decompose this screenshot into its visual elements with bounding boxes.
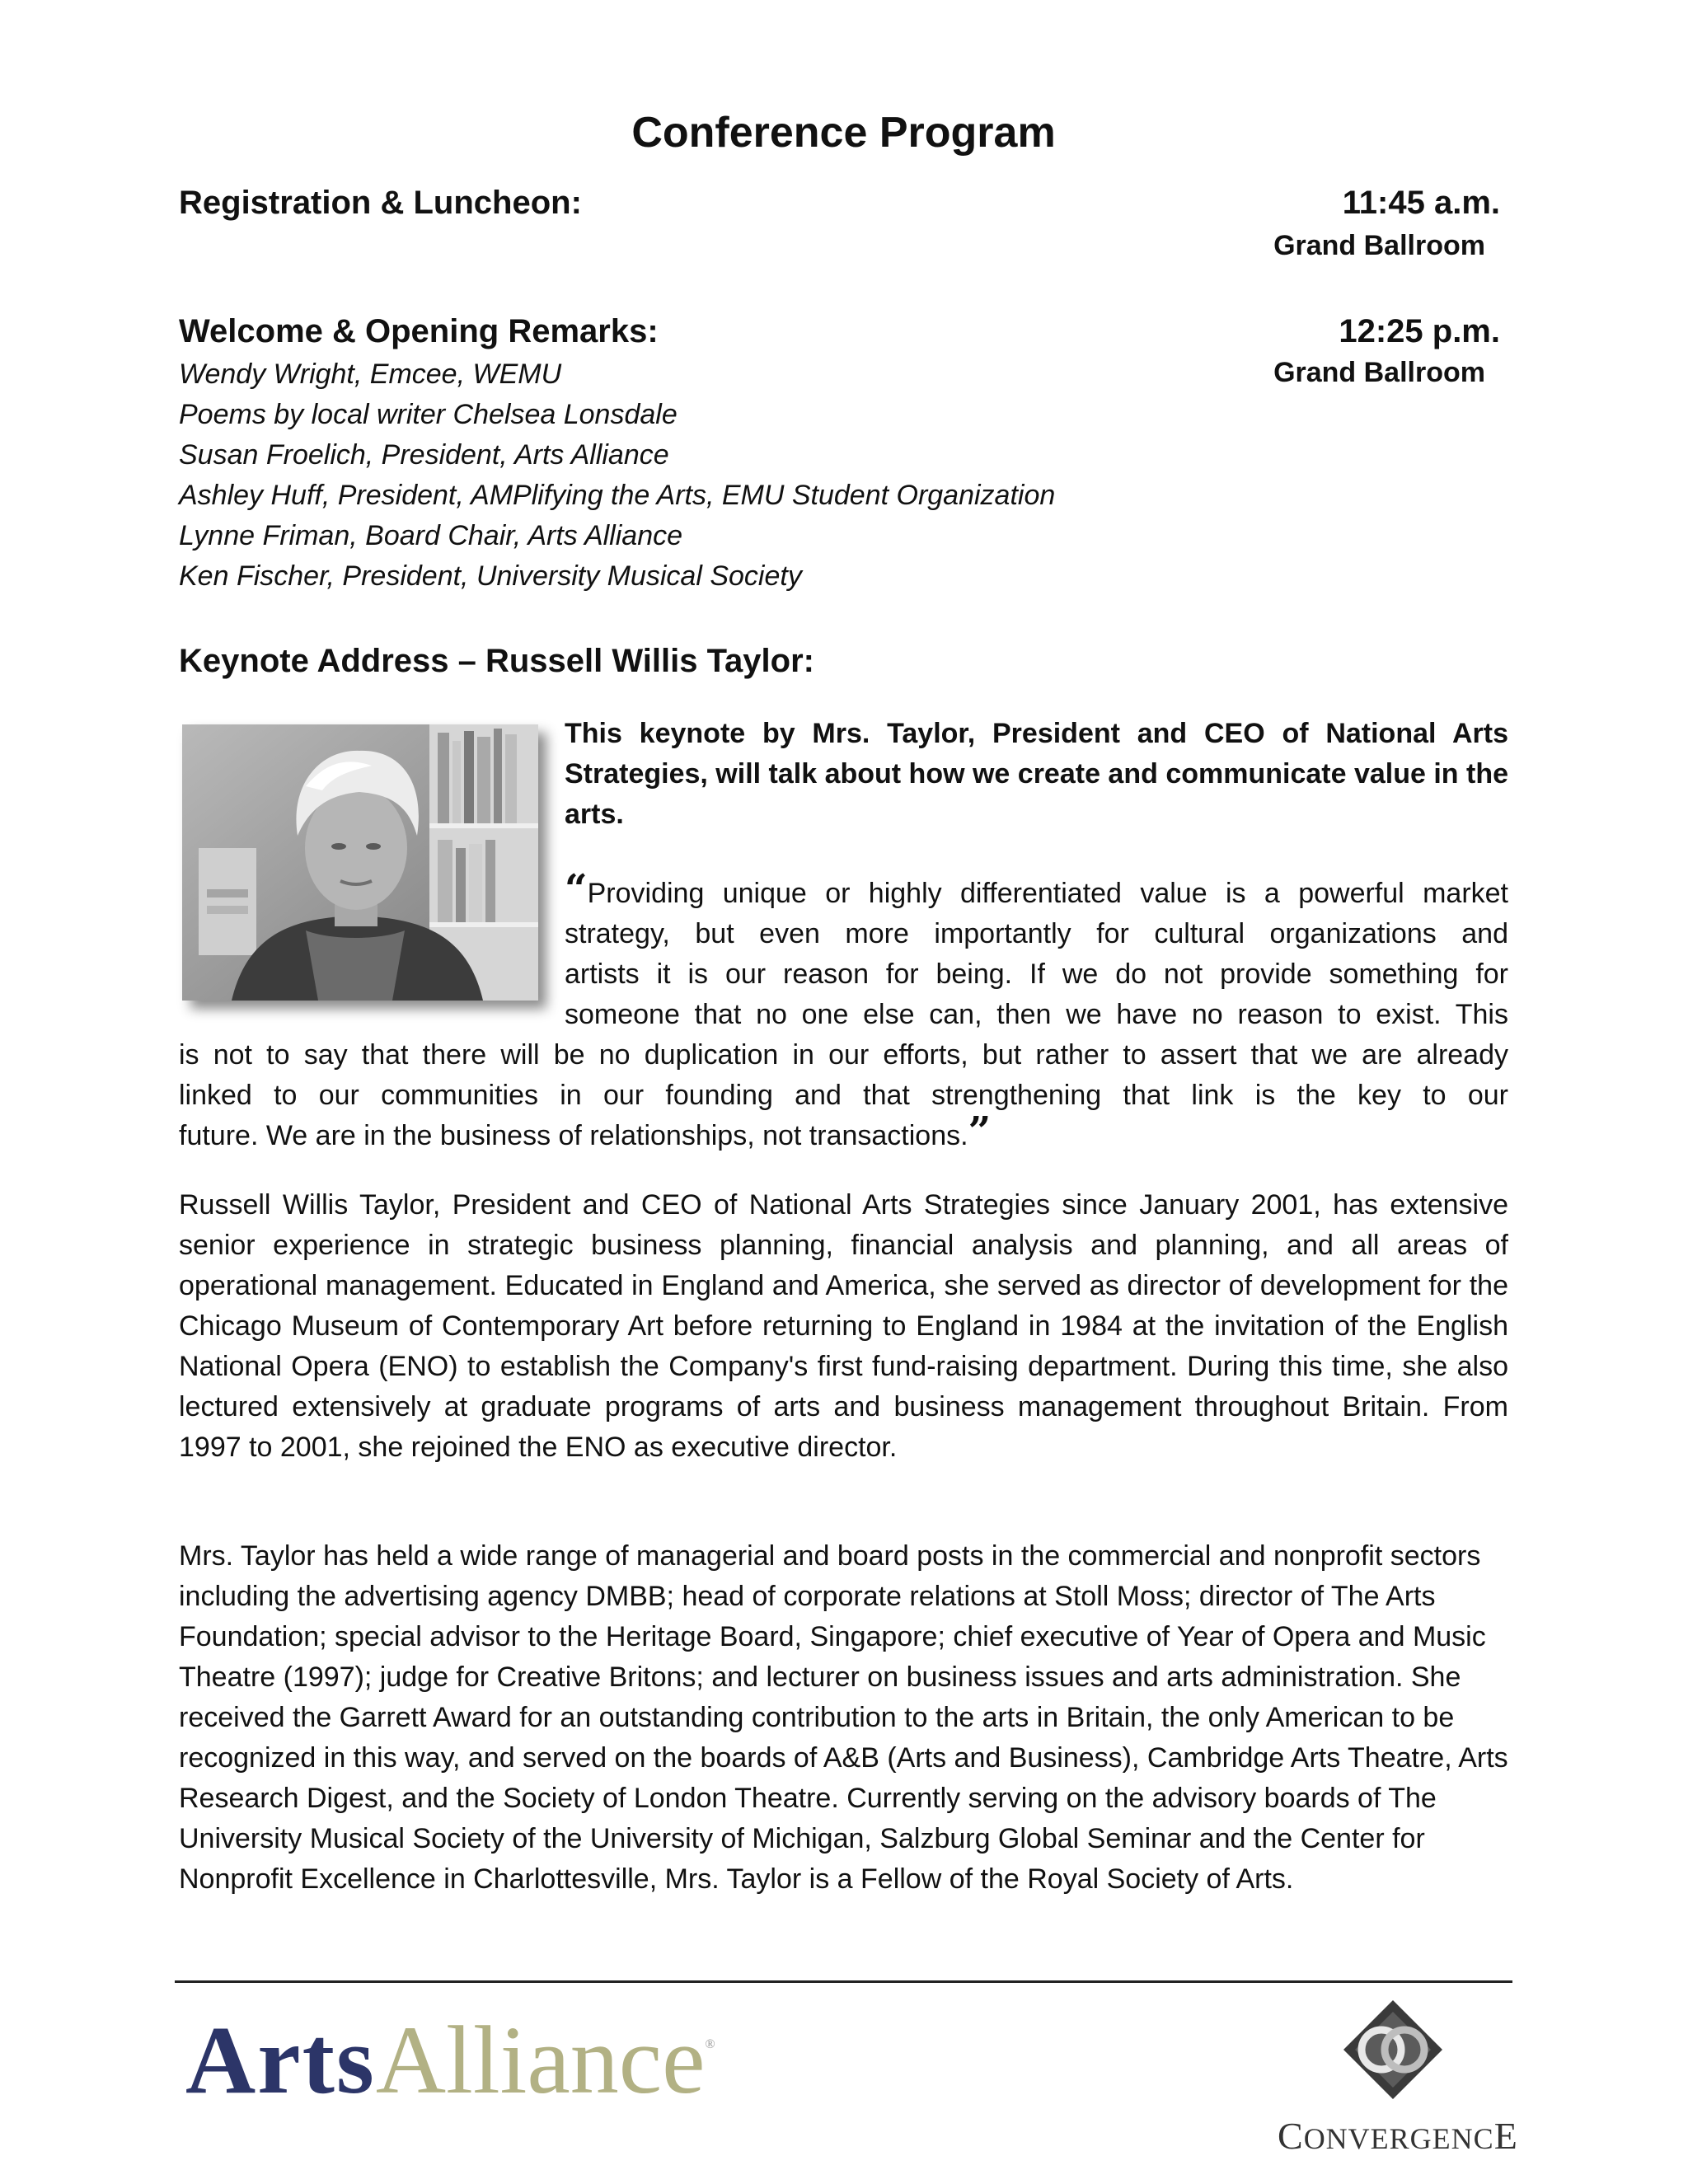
arts-alliance-logo: ArtsAlliance® xyxy=(185,2006,715,2114)
keynote-quote xyxy=(179,866,1508,1156)
quote-line: someone that no one else can, then we have no reason to exist. This xyxy=(565,999,1508,1030)
speaker-item: Susan Froelich, President, Arts Alliance xyxy=(179,439,669,471)
speaker-item: Lynne Friman, Board Chair, Arts Alliance xyxy=(179,520,683,551)
convergence-logo xyxy=(1278,1999,1518,2163)
welcome-venue: Grand Ballroom xyxy=(1273,357,1485,388)
open-quote-mark: “ xyxy=(565,866,588,912)
convergence-emblem-icon xyxy=(1278,1999,1508,2114)
welcome-row xyxy=(179,308,1508,354)
keynote-intro: This keynote by Mrs. Taylor, President and CEO of National Arts Strategies, will talk about how we create and communicate value in the arts. xyxy=(565,718,1508,830)
speaker-item: Ashley Huff, President, AMPlifying the Arts, EMU Student Organization xyxy=(179,480,1056,511)
registration-time: 11:45 a.m. xyxy=(1342,185,1500,221)
close-quote-mark: ” xyxy=(968,1108,992,1155)
welcome-label: Welcome & Opening Remarks: xyxy=(179,313,659,349)
speaker-list xyxy=(179,354,1250,597)
page-title: Conference Program xyxy=(631,109,1056,157)
registration-row xyxy=(179,180,1508,226)
keynote-heading: Keynote Address – Russell Willis Taylor: xyxy=(179,643,814,679)
bio-paragraph: Russell Willis Taylor, President and CEO of National Arts Strategies since January 2001, has extensive senior experience in strategic business planning, financial analysis and planning, and all areas of operational management. Educated in England and America, she served as director of development for the Chicago Museum of Contemporary Art before returning to England in 1984 at the invitation of the English National Opera (ENO) to establish the Company's first fund-raising department. During this time, she also lectured extensively at graduate programs of arts and business management throughout Britain. From 1997 to 2001, she rejoined the ENO as executive director. xyxy=(179,1189,1508,1463)
registration-venue: Grand Ballroom xyxy=(1273,230,1485,261)
footer-divider xyxy=(175,1980,1512,1983)
speaker-item: Ken Fischer, President, University Musical Society xyxy=(179,560,802,592)
quote-line: artists it is our reason for being. If we do not provide something for xyxy=(565,958,1508,990)
welcome-time: 12:25 p.m. xyxy=(1339,313,1500,349)
quote-line: future. We are in the business of relationships, not transactions.” xyxy=(179,1108,992,1155)
quote-line: is not to say that there will be no duplication in our efforts, but rather to assert that we are already xyxy=(179,1039,1508,1071)
speaker-item: Wendy Wright, Emcee, WEMU xyxy=(179,359,562,390)
quote-line: linked to our communities in our founding and that strengthening that link is the key to our xyxy=(179,1080,1508,1111)
registration-label: Registration & Luncheon: xyxy=(179,185,582,221)
quote-line: strategy, but even more importantly for cultural organizations and xyxy=(565,918,1508,949)
convergence-wordmark: CONVERGENCE xyxy=(1278,2115,1518,2157)
quote-line: “Providing unique or highly differentiated value is a powerful market xyxy=(565,866,1508,912)
speaker-item: Poems by local writer Chelsea Lonsdale xyxy=(179,399,678,430)
bio-paragraph: Mrs. Taylor has held a wide range of managerial and board posts in the commercial and nonprofit sectors including the advertising agency DMBB; head of corporate relations at Stoll Moss; director of The Arts Foundation; special advisor to the Heritage Board, Singapore; chief executive of Year of Opera and Music Theatre (1997); judge for Creative Britons; and lecturer on business issues and arts administration. She received the Garrett Award for an outstanding contribution to the arts in Britain, the only American to be recognized in this way, and served on the boards of A&B (Arts and Business), Cambridge Arts Theatre, Arts Research Digest, and the Society of London Theatre. Currently serving on the advisory boards of The University Musical Society of the University of Michigan, Salzburg Global Seminar and the Center for Nonprofit Excellence in Charlottesville, Mrs. Taylor is a Fellow of the Royal Society of Arts. xyxy=(179,1540,1508,1895)
